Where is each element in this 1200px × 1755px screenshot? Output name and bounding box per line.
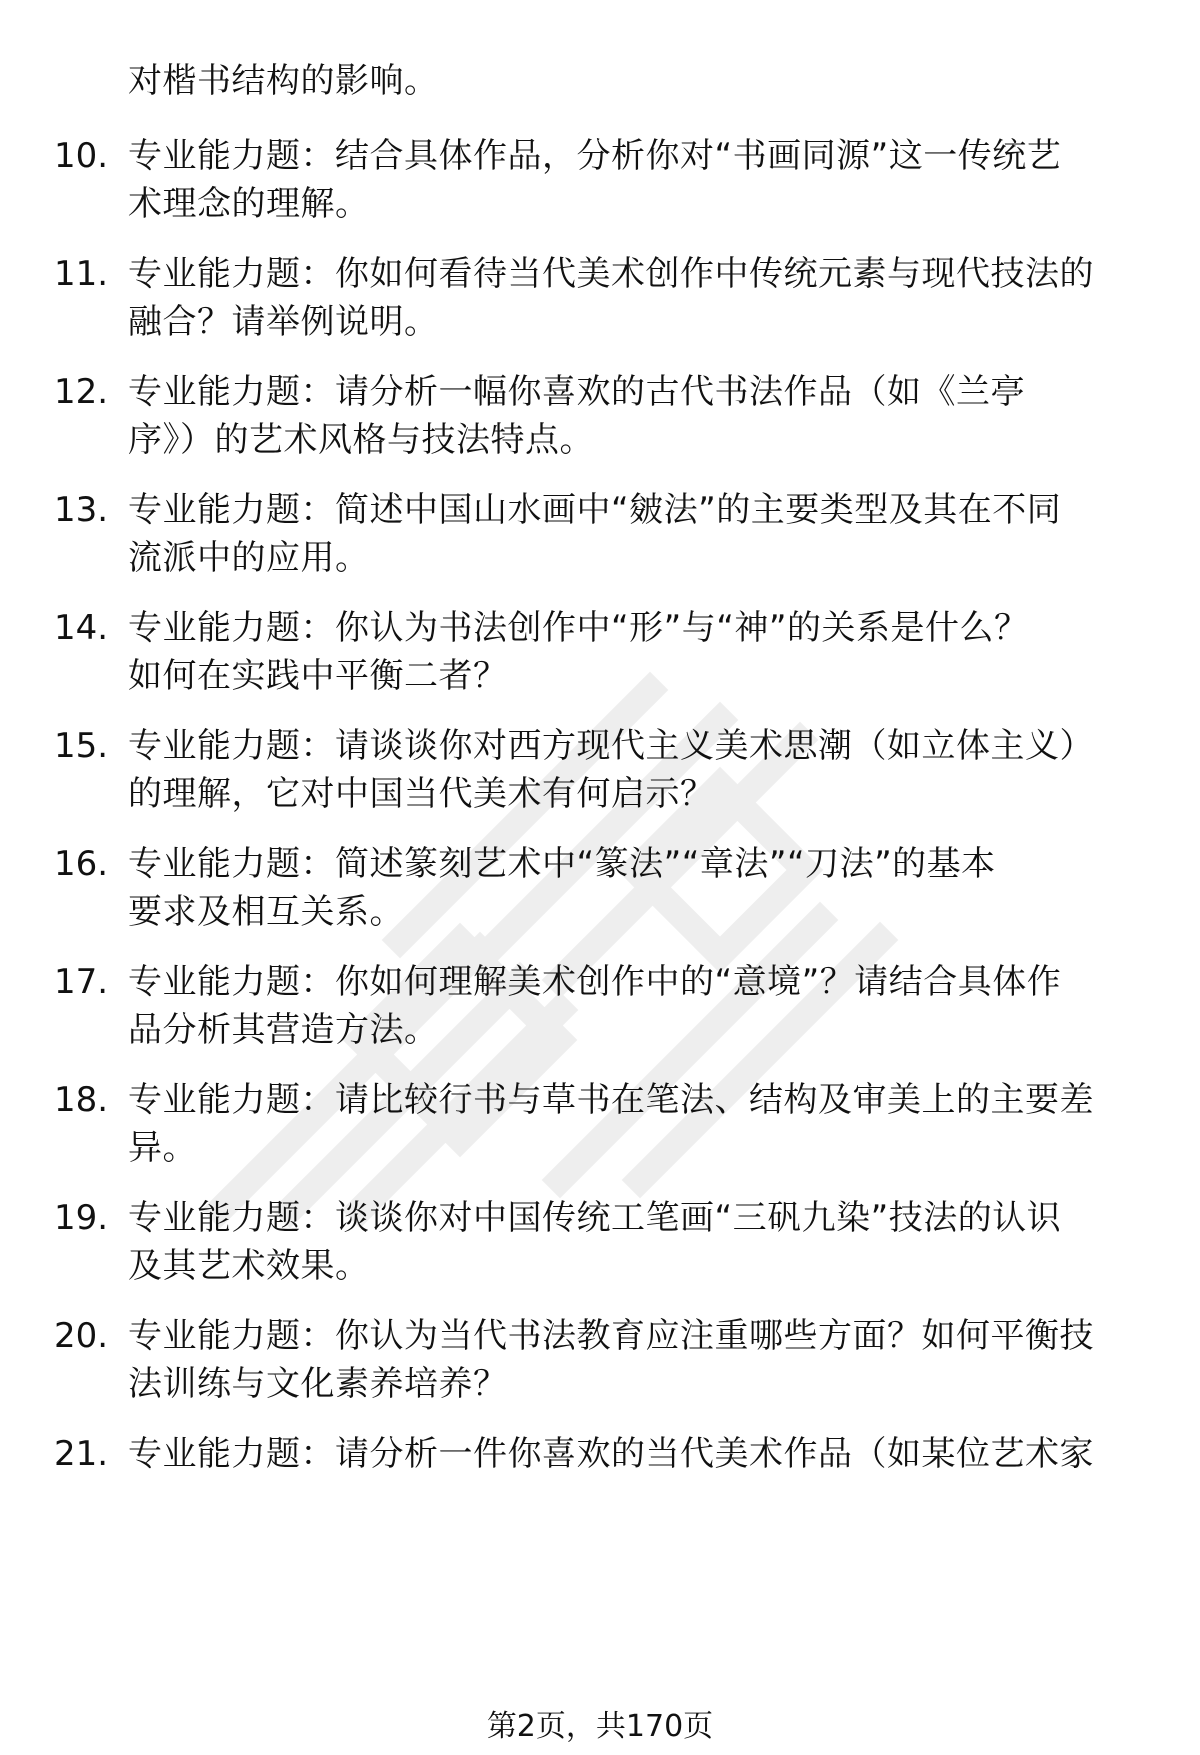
item-text-line: 专业能力题：你如何理解美术创作中的“意境”？请结合具体作: [128, 962, 1062, 1002]
item-text-line: 专业能力题：你认为书法创作中“形”与“神”的关系是什么？: [128, 608, 1029, 648]
item-text-line: 异。: [128, 1128, 197, 1168]
item-text-line: 融合？请举例说明。: [128, 302, 439, 342]
item-text-line: 序》）的艺术风格与技法特点。: [128, 420, 594, 460]
item-text-line: 及其艺术效果。: [128, 1246, 370, 1286]
item-number: 17.: [54, 962, 109, 1002]
item-text-line: 如何在实践中平衡二者？: [128, 656, 508, 696]
item-number: 15.: [54, 726, 109, 766]
item-text-line: 专业能力题：简述中国山水画中“皴法”的主要类型及其在不同: [128, 490, 1062, 530]
item-number: 18.: [54, 1080, 109, 1120]
item-number: 19.: [54, 1198, 109, 1238]
item-text-line: 专业能力题：请分析一幅你喜欢的古代书法作品（如《兰亭: [128, 372, 1025, 412]
item-text-line: 专业能力题：你如何看待当代美术创作中传统元素与现代技法的: [128, 254, 1094, 294]
item-number: 11.: [54, 254, 109, 294]
item-number: 10.: [54, 136, 109, 176]
item-text-line: 专业能力题：请分析一件你喜欢的当代美术作品（如某位艺术家: [128, 1434, 1094, 1474]
item-text-line: 法训练与文化素养培养？: [128, 1364, 508, 1404]
item-number: 13.: [54, 490, 109, 530]
item-text-line: 品分析其营造方法。: [128, 1010, 439, 1050]
item-text-line: 流派中的应用。: [128, 538, 370, 578]
item-number: 20.: [54, 1316, 109, 1356]
item-text-line: 要求及相互关系。: [128, 892, 404, 932]
item-text-line: 术理念的理解。: [128, 184, 370, 224]
item-number: 14.: [54, 608, 109, 648]
item-text-line: 专业能力题：请比较行书与草书在笔法、结构及审美上的主要差: [128, 1080, 1094, 1120]
item-number: 21.: [54, 1434, 109, 1474]
item-number: 12.: [54, 372, 109, 412]
continued-line: 对楷书结构的影响。: [128, 61, 439, 101]
item-text-line: 专业能力题：简述篆刻艺术中“篆法”“章法”“刀法”的基本: [128, 844, 996, 884]
item-text-line: 专业能力题：谈谈你对中国传统工笔画“三矾九染”技法的认识: [128, 1198, 1062, 1238]
item-number: 16.: [54, 844, 109, 884]
item-text-line: 的理解，它对中国当代美术有何启示？: [128, 774, 715, 814]
item-text-line: 专业能力题：你认为当代书法教育应注重哪些方面？如何平衡技: [128, 1316, 1094, 1356]
page-footer: 第2页，共170页: [486, 1709, 714, 1744]
item-text-line: 专业能力题：结合具体作品，分析你对“书画同源”这一传统艺: [128, 136, 1062, 176]
item-text-line: 专业能力题：请谈谈你对西方现代主义美术思潮（如立体主义）: [128, 726, 1094, 766]
